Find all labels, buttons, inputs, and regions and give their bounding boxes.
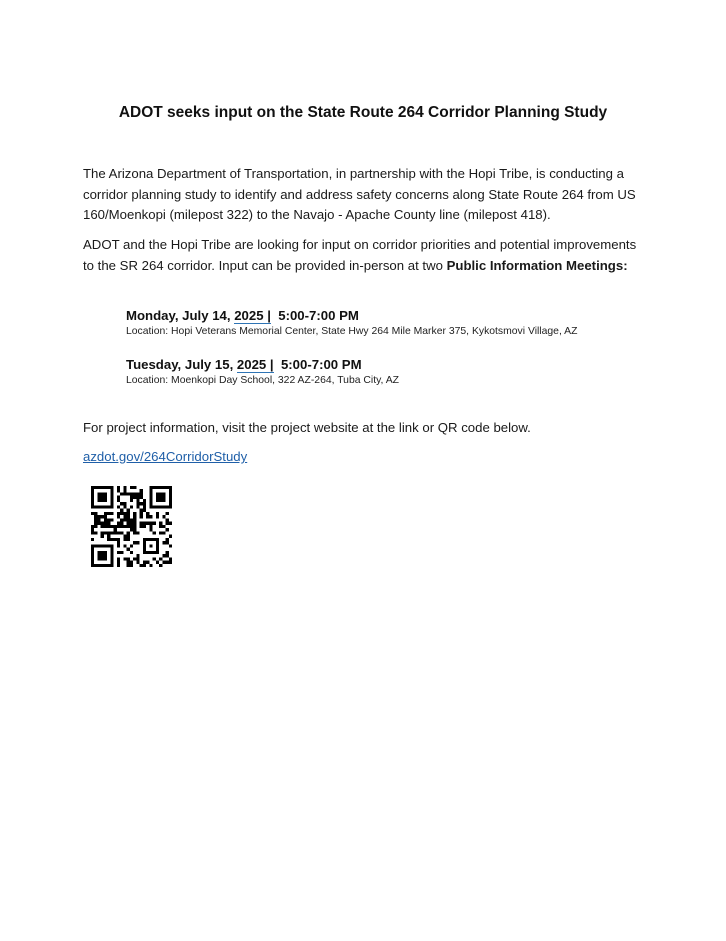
qr-module: [127, 564, 130, 567]
qr-module: [107, 531, 110, 534]
meeting-date-time: [126, 306, 646, 325]
qr-module: [110, 538, 113, 541]
qr-module: [117, 541, 120, 544]
qr-module: [91, 512, 94, 515]
qr-module: [133, 512, 136, 515]
qr-module: [149, 564, 152, 567]
qr-module: [120, 522, 123, 525]
qr-module: [136, 496, 139, 499]
qr-module: [140, 525, 143, 528]
qr-module: [117, 544, 120, 547]
qr-module: [140, 564, 143, 567]
input-paragraph-text: ADOT and the Hopi Tribe are looking for input on corridor priorities and potential improvements to the SR 264 corridor. Input can be provided in-person at two: [83, 237, 637, 273]
qr-module: [127, 538, 130, 541]
qr-module: [101, 531, 104, 534]
qr-module: [127, 509, 130, 512]
qr-module: [117, 522, 120, 525]
qr-module: [120, 492, 123, 495]
qr-module: [117, 557, 120, 560]
qr-module: [133, 522, 136, 525]
qr-module: [120, 502, 123, 505]
qr-module: [130, 564, 133, 567]
qr-module: [140, 489, 143, 492]
qr-module: [117, 505, 120, 508]
input-paragraph: [83, 235, 643, 276]
qr-module: [127, 515, 130, 518]
qr-module: [123, 512, 126, 515]
qr-module: [123, 557, 126, 560]
qr-module: [101, 525, 104, 528]
qr-module: [104, 522, 107, 525]
qr-module: [169, 544, 172, 547]
qr-module: [123, 492, 126, 495]
qr-module: [166, 512, 169, 515]
qr-module: [143, 522, 146, 525]
qr-module: [166, 554, 169, 557]
qr-module: [133, 518, 136, 521]
qr-module: [149, 515, 152, 518]
qr-module: [94, 522, 97, 525]
qr-module: [140, 492, 143, 495]
qr-module: [153, 522, 156, 525]
qr-module: [91, 531, 94, 534]
meeting-time: 5:00-7:00 PM: [273, 357, 362, 372]
qr-module: [127, 492, 130, 495]
meeting-day: Monday, July 14,: [126, 308, 235, 323]
qr-module: [123, 515, 126, 518]
qr-module: [123, 544, 126, 547]
qr-module: [156, 515, 159, 518]
qr-module: [117, 564, 120, 567]
qr-module: [136, 531, 139, 534]
qr-module: [120, 512, 123, 515]
qr-module: [162, 561, 165, 564]
qr-module: [110, 531, 113, 534]
qr-module: [130, 522, 133, 525]
qr-module: [143, 509, 146, 512]
qr-module: [136, 561, 139, 564]
qr-module: [97, 522, 100, 525]
qr-module: [162, 541, 165, 544]
qr-module: [159, 525, 162, 528]
qr-module: [166, 538, 169, 541]
qr-module: [107, 512, 110, 515]
qr-module: [101, 515, 104, 518]
qr-module: [130, 544, 133, 547]
qr-module: [123, 535, 126, 538]
qr-module: [97, 518, 100, 521]
qr-module: [117, 489, 120, 492]
qr-module: [91, 538, 94, 541]
public-meetings-label: Public Information Meetings: [446, 257, 624, 273]
qr-module: [143, 525, 146, 528]
qr-module: [127, 518, 130, 521]
qr-module: [114, 528, 117, 531]
qr-module: [127, 548, 130, 551]
qr-module: [120, 531, 123, 534]
qr-module: [114, 538, 117, 541]
qr-module: [166, 518, 169, 521]
qr-module: [94, 515, 97, 518]
qr-module: [94, 531, 97, 534]
qr-module: [136, 505, 139, 508]
qr-module: [156, 561, 159, 564]
qr-module: [153, 531, 156, 534]
qr-module: [169, 522, 172, 525]
qr-code-icon[interactable]: [91, 486, 172, 567]
qr-module: [123, 518, 126, 521]
qr-module: [153, 557, 156, 560]
meeting-year: 2025 |: [236, 357, 274, 372]
meeting-day: Tuesday, July 15,: [126, 357, 237, 372]
qr-module: [94, 512, 97, 515]
qr-module: [133, 486, 136, 489]
qr-module: [117, 531, 120, 534]
qr-module: [127, 522, 130, 525]
qr-module: [166, 541, 169, 544]
qr-module: [136, 557, 139, 560]
qr-module: [143, 561, 146, 564]
qr-module: [136, 541, 139, 544]
qr-module: [143, 564, 146, 567]
page-title: ADOT seeks input on the State Route 264 Corridor Planning Study: [118, 104, 608, 121]
qr-module: [149, 525, 152, 528]
qr-module: [146, 515, 149, 518]
qr-module: [117, 496, 120, 499]
qr-module: [123, 525, 126, 528]
qr-module: [166, 551, 169, 554]
qr-module: [140, 509, 143, 512]
qr-module: [107, 518, 110, 521]
qr-module: [140, 496, 143, 499]
qr-module: [156, 512, 159, 515]
qr-module: [120, 509, 123, 512]
qr-module: [166, 522, 169, 525]
qr-module: [117, 538, 120, 541]
qr-module: [146, 561, 149, 564]
qr-module: [120, 551, 123, 554]
qr-module: [133, 541, 136, 544]
qr-module: [120, 518, 123, 521]
qr-module: [136, 499, 139, 502]
qr-module: [133, 557, 136, 560]
qr-module: [110, 525, 113, 528]
qr-module: [133, 496, 136, 499]
qr-module: [97, 515, 100, 518]
qr-module: [159, 531, 162, 534]
qr-module: [127, 557, 130, 560]
qr-module: [133, 515, 136, 518]
intro-paragraph: The Arizona Department of Transportation, in partnership with the Hopi Tribe, is conducting a corridor planning study to identify and address safety concerns along State Route 264 from US 160/Moenkopi (milepost 322) to the Navajo - Apache County line (milepost 418).: [83, 166, 636, 222]
qr-module: [91, 525, 94, 528]
qr-module: [94, 518, 97, 521]
qr-module: [114, 531, 117, 534]
qr-module: [107, 522, 110, 525]
qr-module: [117, 486, 120, 489]
qr-module: [101, 522, 104, 525]
qr-module: [159, 522, 162, 525]
meeting-time: 5:00-7:00 PM: [270, 308, 359, 323]
qr-module: [169, 561, 172, 564]
qr-module: [162, 554, 165, 557]
qr-module: [117, 512, 120, 515]
qr-module: [162, 525, 165, 528]
qr-module: [146, 512, 149, 515]
qr-module: [104, 531, 107, 534]
qr-module: [159, 557, 162, 560]
qr-module: [130, 486, 133, 489]
qr-module: [104, 518, 107, 521]
qr-module: [169, 535, 172, 538]
qr-module: [140, 502, 143, 505]
qr-module: [110, 512, 113, 515]
qr-module: [130, 499, 133, 502]
qr-module: [130, 528, 133, 531]
meeting-date-time: [126, 355, 646, 374]
qr-module: [107, 525, 110, 528]
qr-module: [104, 515, 107, 518]
qr-module: [149, 522, 152, 525]
qr-module: [127, 535, 130, 538]
qr-module: [110, 518, 113, 521]
meeting-year: 2025 |: [234, 308, 271, 323]
qr-module: [140, 522, 143, 525]
qr-module: [117, 499, 120, 502]
meeting-tuesday: [126, 355, 646, 388]
qr-module: [117, 515, 120, 518]
qr-module: [130, 505, 133, 508]
qr-module: [120, 525, 123, 528]
input-paragraph-colon: :: [623, 257, 628, 273]
qr-module: [130, 492, 133, 495]
qr-module: [133, 492, 136, 495]
qr-module: [136, 492, 139, 495]
qr-module: [127, 531, 130, 534]
qr-module: [166, 561, 169, 564]
qr-module: [117, 525, 120, 528]
qr-module: [133, 528, 136, 531]
project-info-paragraph: For project information, visit the project website at the link or QR code below.: [83, 420, 531, 435]
qr-module: [136, 554, 139, 557]
qr-module: [130, 496, 133, 499]
qr-module: [149, 528, 152, 531]
qr-module: [94, 525, 97, 528]
qr-module: [123, 538, 126, 541]
meeting-monday: [126, 306, 646, 339]
qr-module: [117, 551, 120, 554]
qr-module: [130, 525, 133, 528]
qr-module: [133, 531, 136, 534]
qr-module: [127, 561, 130, 564]
qr-module: [123, 486, 126, 489]
qr-module: [123, 505, 126, 508]
qr-module: [127, 512, 130, 515]
qr-module: [159, 564, 162, 567]
qr-module: [136, 502, 139, 505]
qr-module: [101, 535, 104, 538]
qr-module: [143, 499, 146, 502]
project-website-link[interactable]: azdot.gov/264CorridorStudy: [83, 449, 248, 464]
qr-module: [169, 557, 172, 560]
qr-module: [91, 528, 94, 531]
meeting-location: Location: Hopi Veterans Memorial Center, State Hwy 264 Mile Marker 375, Kykotsmovi Village, AZ: [126, 326, 578, 337]
qr-module: [114, 525, 117, 528]
qr-module: [143, 502, 146, 505]
qr-module: [162, 515, 165, 518]
qr-module: [130, 561, 133, 564]
qr-module: [146, 522, 149, 525]
meeting-location: Location: Moenkopi Day School, 322 AZ-264, Tuba City, AZ: [126, 375, 400, 386]
qr-module: [130, 551, 133, 554]
qr-module: [143, 505, 146, 508]
qr-module: [133, 525, 136, 528]
qr-module: [166, 528, 169, 531]
qr-module: [104, 512, 107, 515]
qr-module: [140, 512, 143, 515]
qr-module: [107, 538, 110, 541]
qr-module: [130, 518, 133, 521]
qr-module: [123, 502, 126, 505]
qr-module: [104, 525, 107, 528]
qr-module: [127, 525, 130, 528]
qr-module: [162, 531, 165, 534]
qr-module: [117, 561, 120, 564]
qr-module: [123, 489, 126, 492]
qr-module: [140, 515, 143, 518]
qr-module: [107, 535, 110, 538]
